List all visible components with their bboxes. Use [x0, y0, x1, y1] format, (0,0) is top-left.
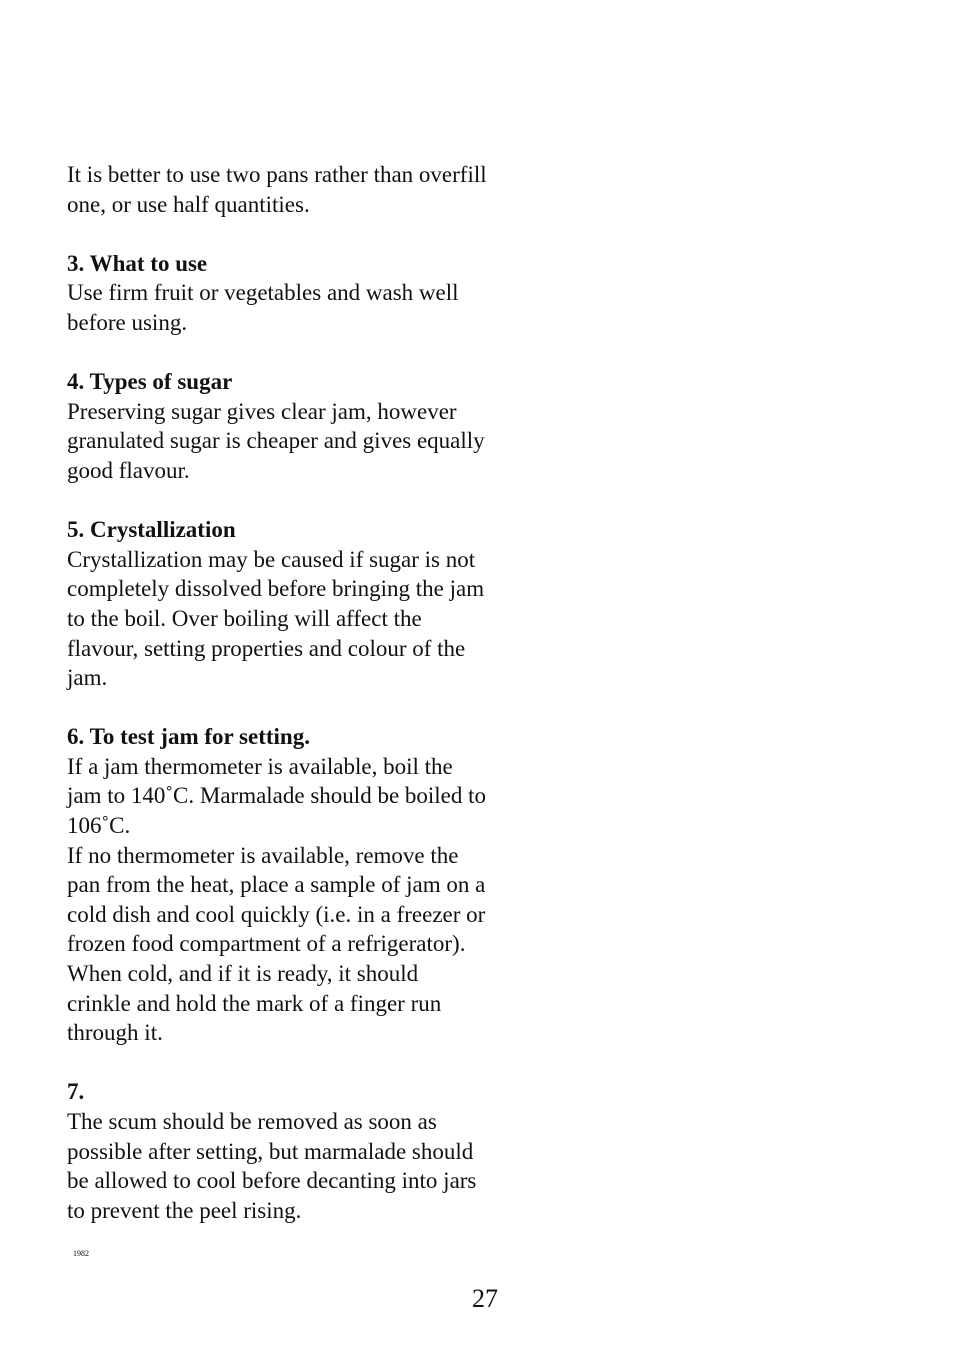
text-column — [67, 160, 487, 1225]
spacer — [67, 338, 487, 368]
section-body-test-setting-no-thermometer: If no thermometer is available, remove the pan from the heat, place a sample of jam on a cold dish and cool quickly (i.e. in a freezer or frozen food compartment of a refrigerator). When cold, and if it is ready, it should crinkle and hold the mark of a finger run through it. — [67, 842, 486, 1046]
page-number: 27 — [472, 1284, 498, 1313]
section-heading-7: 7. — [67, 1079, 85, 1105]
footer-code: 1982 — [73, 1249, 89, 1258]
section-heading-types-of-sugar: 4. Types of sugar — [67, 369, 233, 395]
section-heading-what-to-use: 3. What to use — [67, 250, 208, 276]
section-heading-test-setting: 6. To test jam for setting. — [67, 724, 310, 750]
spacer — [67, 486, 487, 516]
section-body-what-to-use: Use firm fruit or vegetables and wash well before using. — [67, 280, 459, 335]
section-heading-crystallization: 5. Crystallization — [67, 517, 236, 543]
section-body-types-of-sugar: Preserving sugar gives clear jam, however granulated sugar is cheaper and gives equally good flavour. — [67, 398, 485, 483]
spacer — [67, 693, 487, 723]
spacer — [67, 1048, 487, 1078]
section-body-scum: The scum should be removed as soon as possible after setting, but marmalade should be allowed to cool before decanting into jars to prevent the peel rising. — [67, 1109, 477, 1223]
intro-paragraph: It is better to use two pans rather than overfill one, or use half quantities. — [67, 162, 487, 217]
spacer — [67, 219, 487, 249]
section-body-test-setting-thermometer: If a jam thermometer is available, boil the jam to 140˚C. Marmalade should be boiled to 106˚C. — [67, 753, 487, 839]
section-body-crystallization: Crystallization may be caused if sugar is not completely dissolved before bringing the jam to the boil. Over boiling will affect the flavour, setting properties and colour of the jam. — [67, 546, 485, 691]
